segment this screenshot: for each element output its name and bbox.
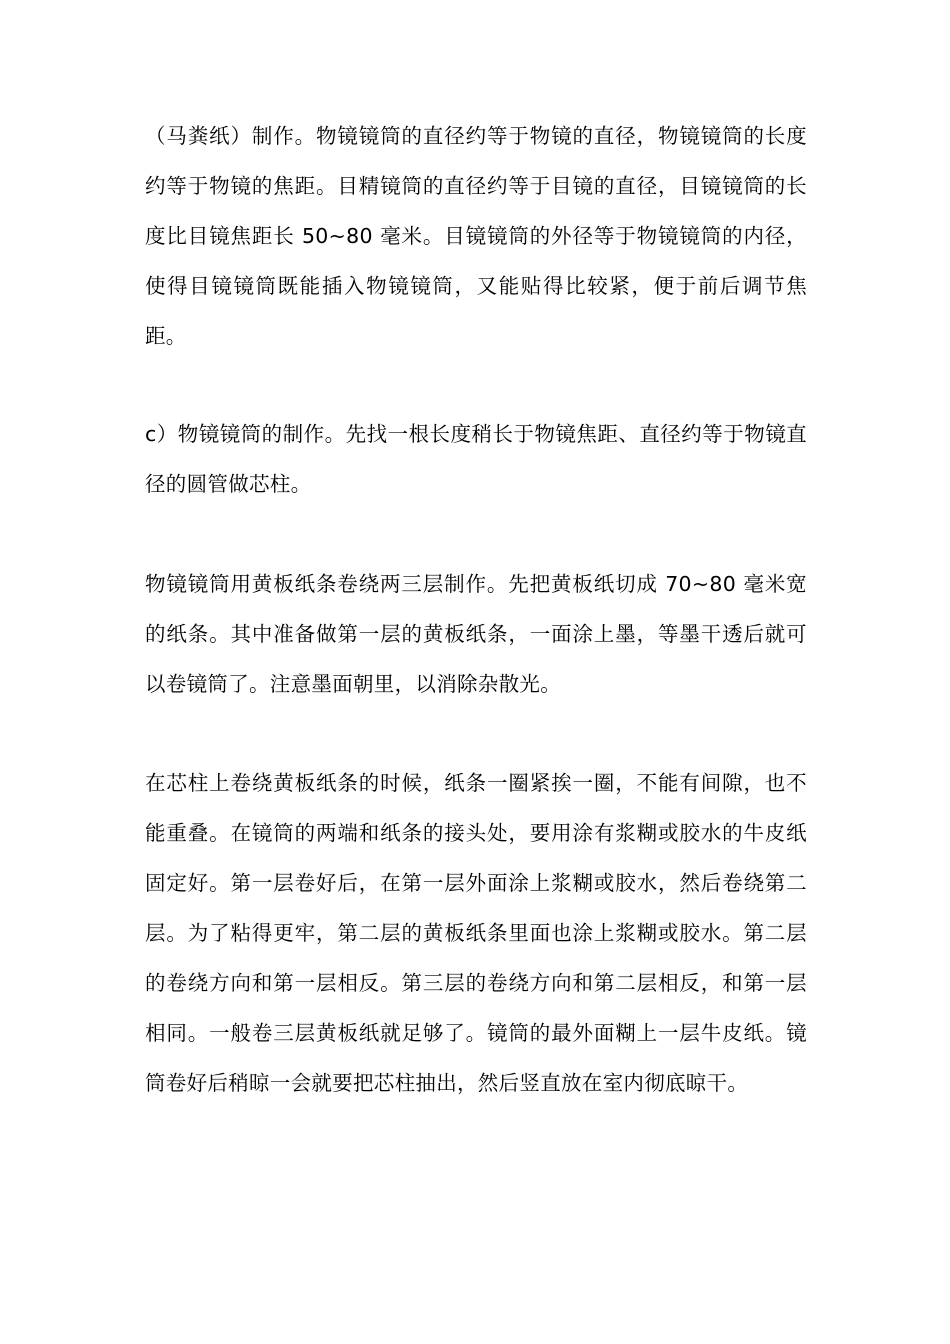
paragraph-1: （马粪纸）制作。物镜镜筒的直径约等于物镜的直径，物镜镜筒的长度约等于物镜的焦距。目精镜筒的直径约等于目镜的直径，目镜镜筒的长度比目镜焦距长 50~80 毫米。目镜镜筒的外径等于物镜镜筒的内径，使得目镜镜筒既能插入物镜镜筒，又能贴得比较紧，便于前后调节焦距。: [145, 124, 807, 348]
paragraph-3: 物镜镜筒用黄板纸条卷绕两三层制作。先把黄板纸切成 70~80 毫米宽的纸条。其中准备做第一层的黄板纸条，一面涂上墨，等墨干透后就可以卷镜筒了。注意墨面朝里，以消除杂散光。: [145, 572, 807, 696]
paragraph-4: 在芯柱上卷绕黄板纸条的时候，纸条一圈紧挨一圈，不能有间隙，也不能重叠。在镜筒的两端和纸条的接头处，要用涂有浆糊或胶水的牛皮纸固定好。第一层卷好后，在第一层外面涂上浆糊或胶水，然后卷绕第二层。为了粘得更牢，第二层的黄板纸条里面也涂上浆糊或胶水。第二层的卷绕方向和第一层相反。第三层的卷绕方向和第二层相反，和第一层相同。一般卷三层黄板纸就足够了。镜筒的最外面糊上一层牛皮纸。镜筒卷好后稍晾一会就要把芯柱抽出，然后竖直放在室内彻底晾干。: [145, 771, 807, 1095]
paragraph-2: c）物镜镜筒的制作。先找一根长度稍长于物镜焦距、直径约等于物镜直径的圆管做芯柱。: [145, 422, 807, 496]
